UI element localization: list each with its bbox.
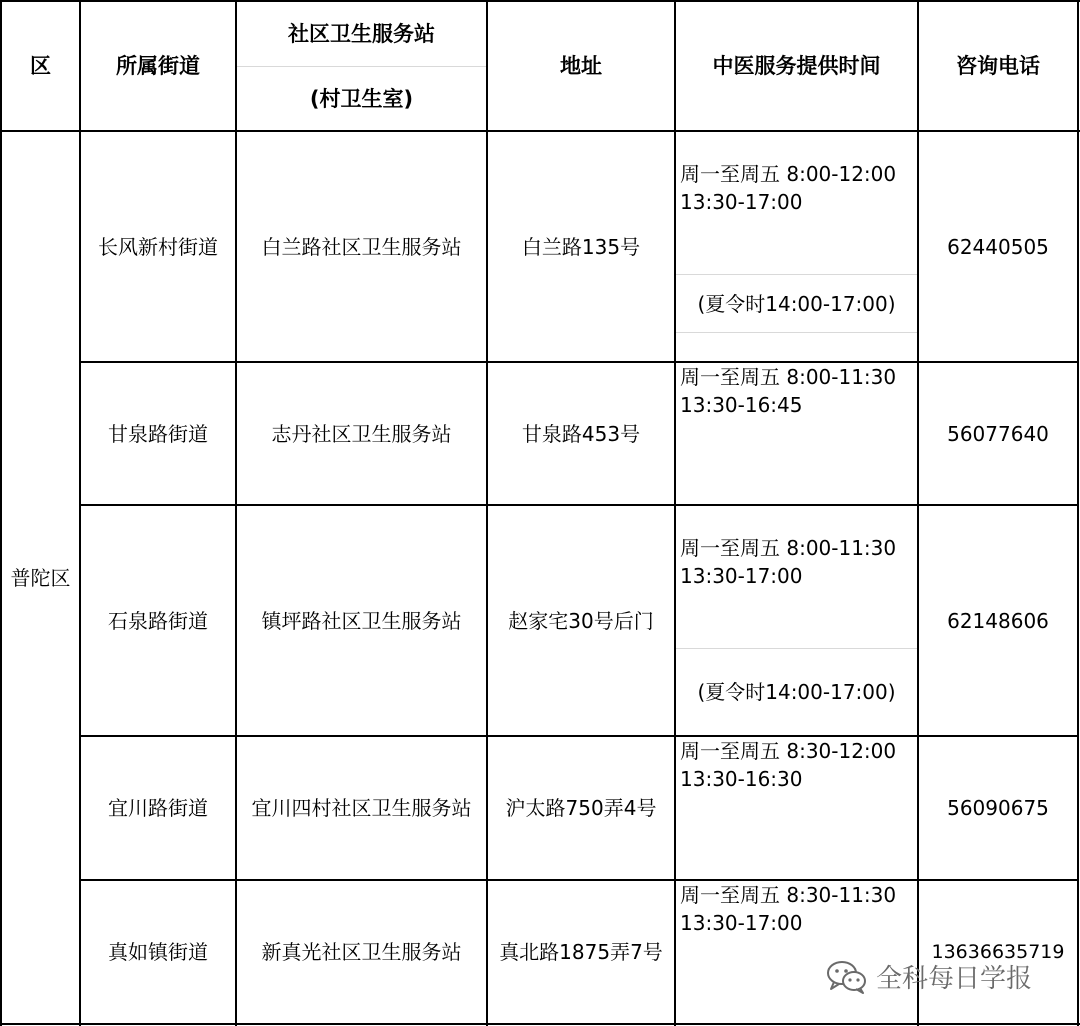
- phone-cell: 62440505: [947, 234, 1049, 259]
- wechat-icon: [826, 960, 868, 994]
- time-cell: [676, 534, 917, 620]
- station-cell: 志丹社区卫生服务站: [271, 421, 452, 446]
- phone-cell: 62148606: [947, 608, 1049, 633]
- time-line: 13:30-17:00: [680, 190, 803, 214]
- station-cell: 镇坪路社区卫生服务站: [261, 608, 462, 633]
- time-cell: [676, 737, 917, 879]
- watermark-text: 全科每日学报: [876, 964, 1033, 994]
- address-cell: 白兰路135号: [521, 234, 641, 259]
- time-cell: [676, 881, 917, 1023]
- station-cell: 新真光社区卫生服务站: [261, 940, 462, 964]
- summer-time-note: (夏令时14:00-17:00): [697, 291, 896, 316]
- time-line: 13:30-16:30: [680, 767, 803, 791]
- header-address: 地址: [560, 54, 602, 78]
- time-line: 周一至周五 8:00-11:30: [680, 536, 897, 560]
- header-street: 所属街道: [116, 54, 200, 78]
- district-cell: 普陀区: [10, 565, 71, 590]
- address-cell: 沪太路750弄4号: [505, 796, 657, 820]
- station-cell: 白兰路社区卫生服务站: [261, 234, 462, 259]
- street-cell: 甘泉路街道: [108, 421, 208, 446]
- table-border-bottom: [0, 1023, 1080, 1025]
- address-cell: 赵家宅30号后门: [508, 608, 654, 633]
- time-line: 13:30-16:45: [680, 393, 803, 417]
- time-cell: [676, 160, 917, 246]
- header-district: 区: [30, 54, 51, 78]
- station-cell: 宜川四村社区卫生服务站: [251, 796, 472, 820]
- watermark: [826, 958, 1032, 995]
- header-tcm-time: 中医服务提供时间: [712, 54, 881, 78]
- table-border-right: [1077, 0, 1079, 1026]
- time-line: 周一至周五 8:00-12:00: [680, 162, 897, 186]
- address-cell: 甘泉路453号: [521, 421, 641, 446]
- phone-cell: 56077640: [947, 421, 1049, 446]
- time-cell: [676, 363, 917, 504]
- street-cell: 长风新村街道: [98, 234, 218, 259]
- header-phone: 咨询电话: [956, 54, 1040, 78]
- phone-cell: 56090675: [947, 796, 1049, 820]
- summer-time-note: (夏令时14:00-17:00): [697, 680, 896, 704]
- address-cell: 真北路1875弄7号: [499, 940, 663, 964]
- time-inner-rule: [676, 332, 917, 333]
- header-station-sub: (村卫生室): [309, 86, 414, 111]
- header-station: 社区卫生服务站: [288, 22, 435, 46]
- time-line: 周一至周五 8:30-12:00: [680, 739, 897, 763]
- time-line: 13:30-17:00: [680, 911, 803, 935]
- street-cell: 宜川路街道: [108, 796, 208, 820]
- time-line: 周一至周五 8:30-11:30: [680, 883, 897, 907]
- time-line: 13:30-17:00: [680, 564, 803, 588]
- street-cell: 真如镇街道: [108, 940, 208, 964]
- street-cell: 石泉路街道: [108, 608, 208, 633]
- time-line: 周一至周五 8:00-11:30: [680, 365, 897, 389]
- phone-cell: 13636635719: [931, 941, 1065, 963]
